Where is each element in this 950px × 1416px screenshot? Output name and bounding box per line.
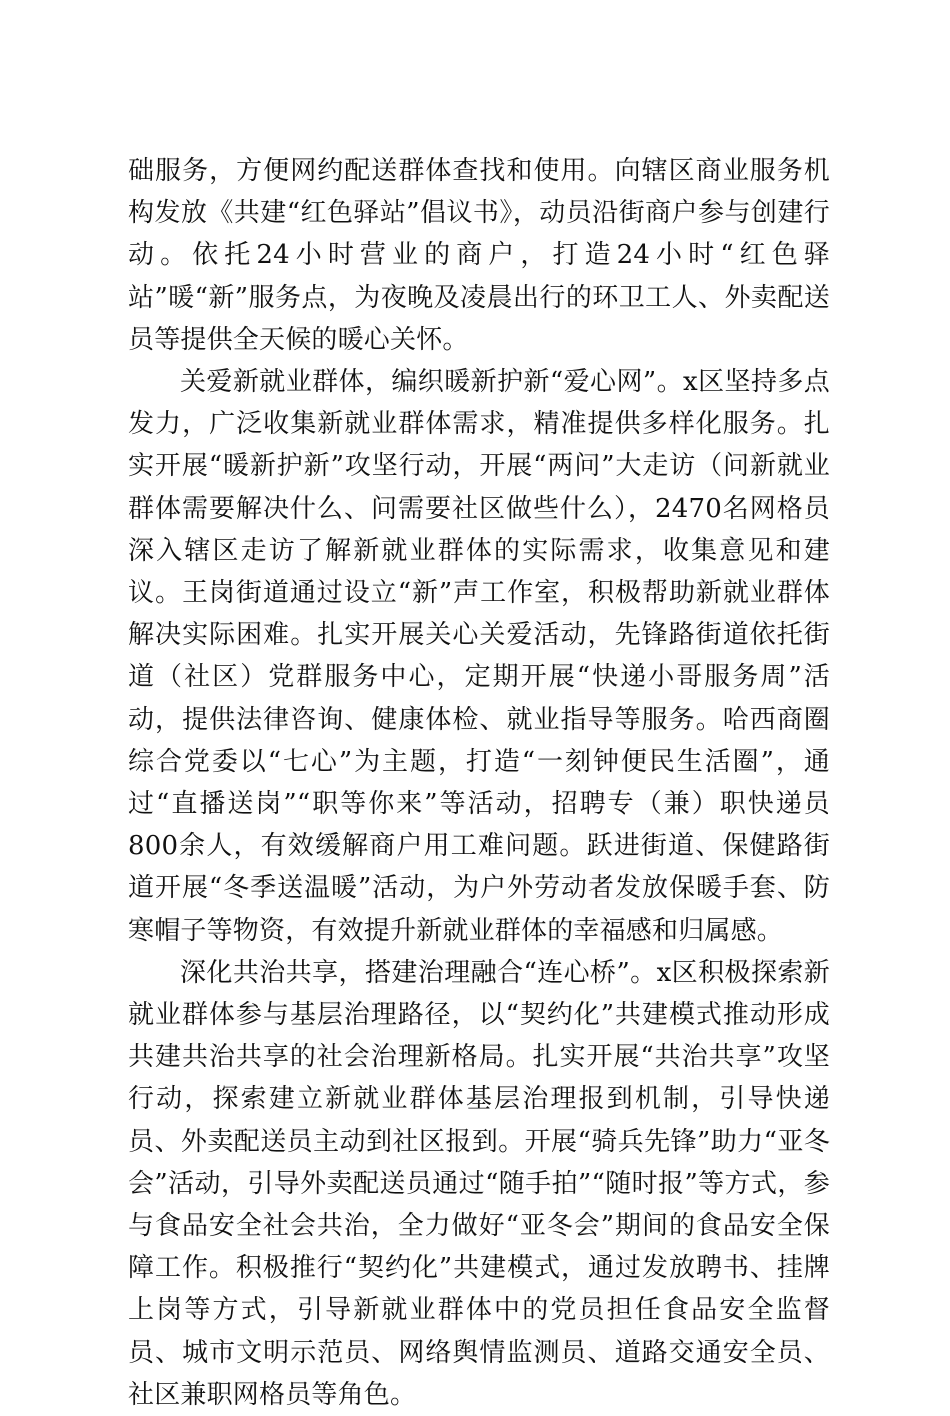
paragraph-care-network: 关爱新就业群体，编织暖新护新“爱心网”。x区坚持多点发力，广泛收集新就业群体需求，精准提供多样化服务。扎实开展“暖新护新”攻坚行动，开展“两问”大走访（问新就业群体需要解决什么、问需要社区做些什么），2470名网格员深入辖区走访了解新就业群体的实际需求，收集意见和建议。王岗街道通过设立“新”声工作室，积极帮助新就业群体解决实际困难。扎实开展关心关爱活动，先锋路街道依托街道（社区）党群服务中心，定期开展“快递小哥服务周”活动，提供法律咨询、健康体检、就业指导等服务。哈西商圈综合党委以“七心”为主题，打造“一刻钟便民生活圈”，通过“直播送岗”“职等你来”等活动，招聘专（兼）职快递员800余人，有效缓解商户用工难问题。跃进街道、保健路街道开展“冬季送温暖”活动，为户外劳动者发放保暖手套、防寒帽子等物资，有效提升新就业群体的幸福感和归属感。 [128,367,830,946]
paragraph-continuation: 础服务，方便网约配送群体查找和使用。向辖区商业服务机构发放《共建“红色驿站”倡议书》，动员沿街商户参与创建行动。依托24小时营业的商户，打造24小时“红色驿站”暖“新”服务点，为夜晚及凌晨出行的环卫工人、外卖配送员等提供全天候的暖心关怀。 [128,156,830,355]
paragraph-co-governance: 深化共治共享，搭建治理融合“连心桥”。x区积极探索新就业群体参与基层治理路径，以“契约化”共建模式推动形成共建共治共享的社会治理新格局。扎实开展“共治共享”攻坚行动，探索建立新就业群体基层治理报到机制，引导快递员、外卖配送员主动到社区报到。开展“骑兵先锋”助力“亚冬会”活动，引导外卖配送员通过“随手拍”“随时报”等方式，参与食品安全社会共治，全力做好“亚冬会”期间的食品安全保障工作。积极推行“契约化”共建模式，通过发放聘书、挂牌上岗等方式，引导新就业群体中的党员担任食品安全监督员、城市文明示范员、网络舆情监测员、道路交通安全员、社区兼职网格员等角色。 [128,957,830,1410]
body-text [128,150,830,1416]
